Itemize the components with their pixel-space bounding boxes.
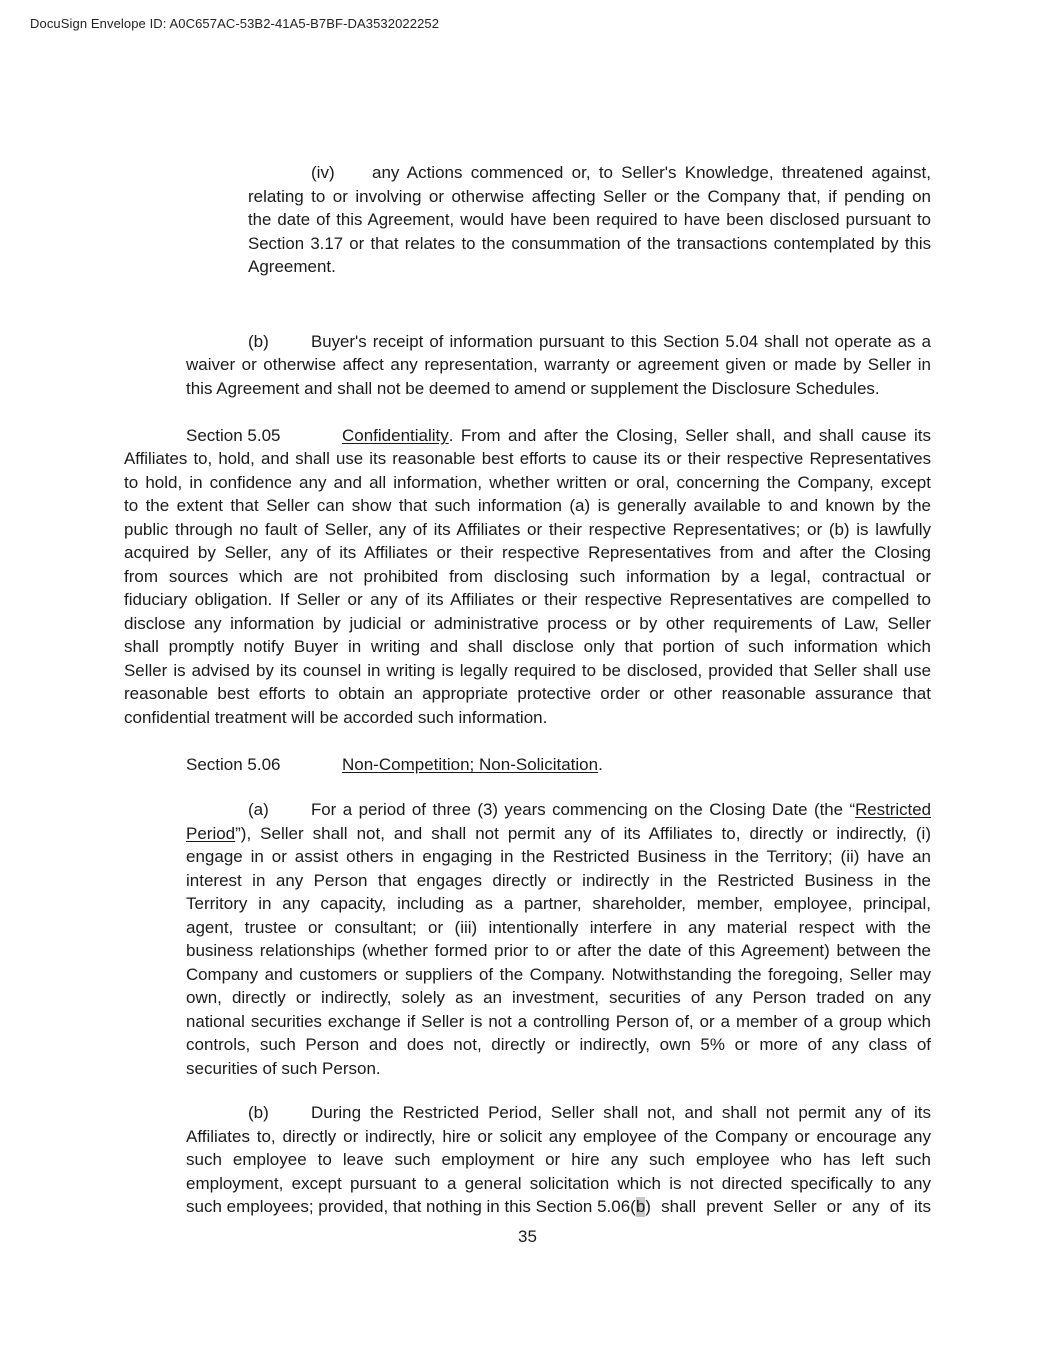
section-heading-line	[342, 755, 603, 775]
docusign-envelope-id: DocuSign Envelope ID: A0C657AC-53B2-41A5-B7BF-DA3532022252	[30, 16, 440, 31]
text-segment: ) shall prevent Seller or any of its	[645, 1197, 931, 1216]
text-line: shall promptly notify Buyer in writing and shall disclose only that portion of such information which	[124, 637, 931, 656]
text-line: Affiliates to, hold, and shall use its reasonable best efforts to cause its or their respective Representatives	[124, 449, 931, 468]
clause-label: (iv)	[311, 163, 335, 182]
text-line: relating to or involving or otherwise affecting Seller or the Company that, if pending on	[248, 187, 931, 206]
text-line: reasonable best efforts to obtain an appropriate protective order or other reasonable assurance that	[124, 684, 931, 703]
text-line: the date of this Agreement, would have been required to have been disclosed pursuant to	[248, 210, 931, 229]
text-line: to the extent that Seller can show that such information (a) is generally available to and known by the	[124, 496, 931, 515]
text-line: fiduciary obligation. If Seller or any of its Affiliates or their respective Representatives are compelled to	[124, 590, 931, 609]
text-line: such employee to leave such employment or hire any such employee who has left such	[186, 1150, 931, 1169]
text-line: interest in any Person that engages directly or indirectly in the Restricted Business in the	[186, 871, 931, 890]
section-number: Section 5.05	[186, 426, 281, 445]
clause-label: (b)	[248, 332, 269, 351]
text-line: Affiliates to, directly or indirectly, hire or solicit any employee of the Company or encourage any	[186, 1127, 931, 1146]
text-line: Seller is advised by its counsel in writing is legally required to be disclosed, provided that Seller shall use	[124, 661, 931, 680]
text-line	[311, 800, 931, 820]
text-line: securities of such Person.	[186, 1059, 381, 1078]
clause-label: (b)	[248, 1103, 269, 1122]
text-segment: For a period of three (3) years commencing on the Closing Date (the “	[311, 800, 856, 819]
text-line: business relationships (whether formed prior to or after the date of this Agreement) between the	[186, 941, 931, 960]
text-line: Section 3.17 or that relates to the consummation of the transactions contemplated by this	[248, 234, 931, 253]
text-line: Buyer's receipt of information pursuant to this Section 5.04 shall not operate as a	[311, 332, 931, 351]
text-line: . From and after the Closing, Seller shall, and shall cause its	[448, 426, 931, 445]
text-line	[186, 1197, 931, 1217]
text-line: own, directly or indirectly, solely as an investment, securities of any Person traded on any	[186, 988, 931, 1007]
text-line: Agreement.	[248, 257, 336, 276]
text-line: employment, except pursuant to a general solicitation which is not directed specifically to any	[186, 1174, 931, 1193]
title-period: .	[598, 755, 603, 774]
text-line: engage in or assist others in engaging in the Restricted Business in the Territory; (ii) have an	[186, 847, 931, 866]
text-line: acquired by Seller, any of its Affiliates or their respective Representatives from and after the Closing	[124, 543, 931, 562]
text-line: confidential treatment will be accorded such information.	[124, 708, 548, 727]
text-line: controls, such Person and does not, directly or indirectly, own 5% or more of any class of	[186, 1035, 931, 1054]
text-line: this Agreement and shall not be deemed to amend or supplement the Disclosure Schedules.	[186, 379, 880, 398]
text-line: disclose any information by judicial or administrative process or by other requirements of Law, Seller	[124, 614, 931, 633]
clause-label: (a)	[248, 800, 269, 819]
text-line: to hold, in confidence any and all information, whether written or oral, concerning the Company, except	[124, 473, 931, 492]
section-number: Section 5.06	[186, 755, 281, 774]
defined-term: Restricted	[855, 800, 931, 819]
text-line: national securities exchange if Seller is not a controlling Person of, or a member of a group which	[186, 1012, 931, 1031]
defined-term: Period	[186, 824, 236, 843]
section-title: Non-Competition; Non-Solicitation	[342, 755, 599, 774]
page-number: 35	[518, 1227, 537, 1246]
highlighted-text[interactable]: b	[635, 1197, 646, 1216]
section-title: Confidentiality	[342, 426, 449, 445]
text-line: waiver or otherwise affect any representation, warranty or agreement given or made by Seller in	[186, 355, 931, 374]
text-line: from sources which are not prohibited from disclosing such information by a legal, contractual or	[124, 567, 931, 586]
text-line: public through no fault of Seller, any of its Affiliates or their respective Representatives; or (b) is lawfully	[124, 520, 931, 539]
text-line: During the Restricted Period, Seller shall not, and shall not permit any of its	[311, 1103, 931, 1122]
text-segment: such employees; provided, that nothing in this Section 5.06(	[186, 1197, 636, 1216]
text-line: Company and customers or suppliers of the Company. Notwithstanding the foregoing, Seller may	[186, 965, 931, 984]
section-heading-line	[342, 426, 931, 446]
text-line: Territory in any capacity, including as a partner, shareholder, member, employee, principal,	[186, 894, 931, 913]
text-line	[186, 824, 931, 844]
text-line: any Actions commenced or, to Seller's Knowledge, threatened against,	[372, 163, 931, 182]
text-line: agent, trustee or consultant; or (iii) intentionally interfere in any material respect with the	[186, 918, 931, 937]
text-segment: ”), Seller shall not, and shall not permit any of its Affiliates to, directly or indirectly, (i)	[235, 824, 931, 843]
